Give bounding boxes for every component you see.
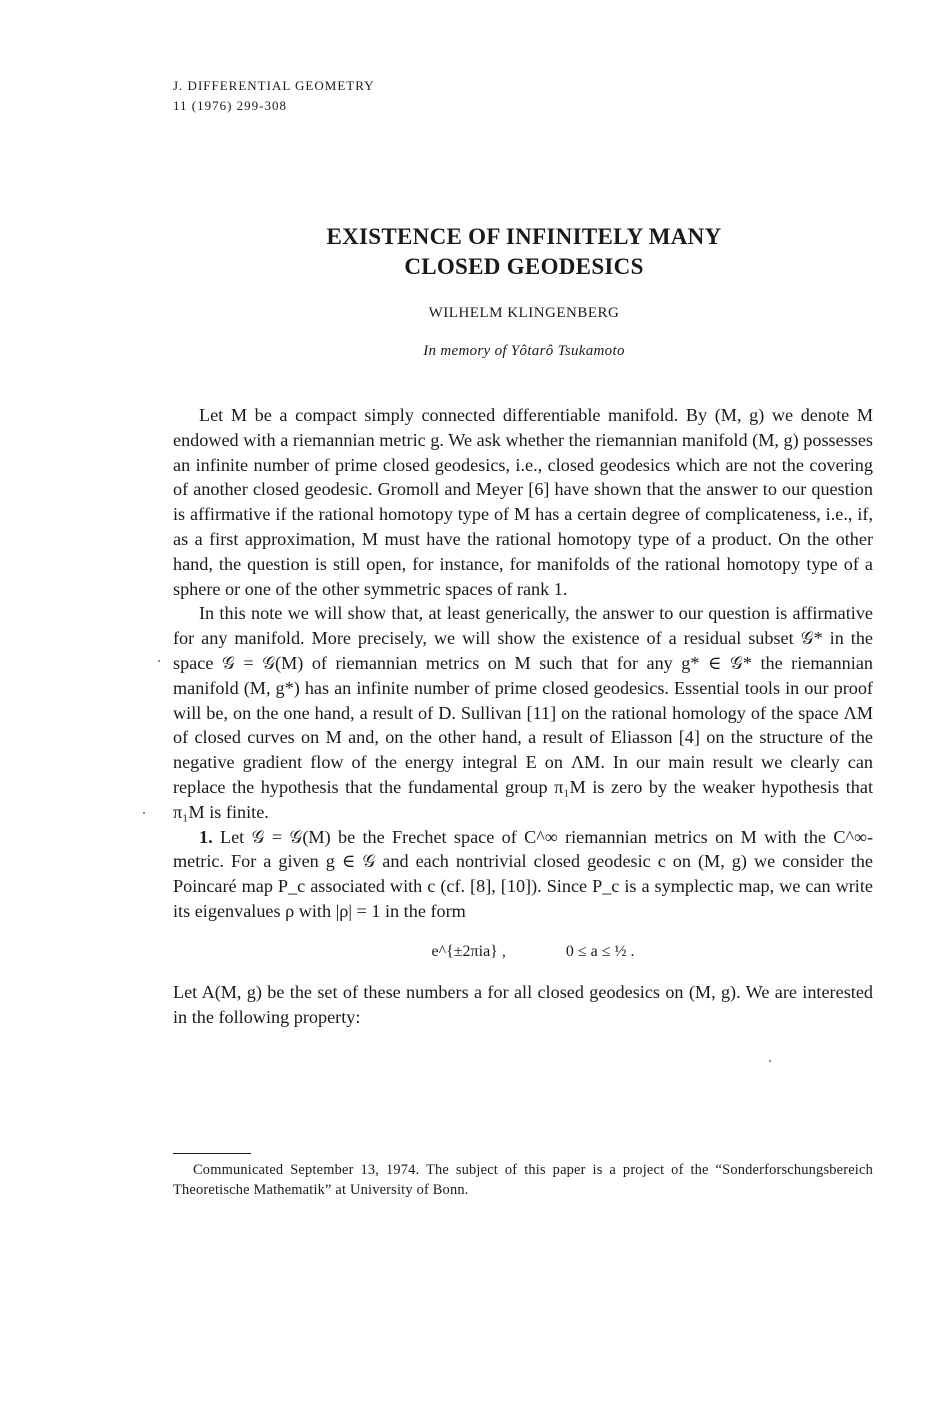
body-text bbox=[173, 403, 873, 1029]
journal-volume: 11 (1976) 299-308 bbox=[173, 98, 288, 113]
section-number: 1. bbox=[199, 826, 213, 847]
equation-left: e^{±2πia} , bbox=[431, 942, 506, 960]
author-block bbox=[0, 305, 944, 322]
paragraph-1: Let M be a compact simply connected differentiable manifold. By (M, g) we denote M endowed with a riemannian metric g. We ask whether the riemannian manifold (M, g) possesses an infinite number of prime closed geodesics, i.e., closed geodesics which are not the covering of another closed geodesic. Gromoll and Meyer [6] have shown that the answer to our question is affirmative if the rational homotopy type of M has a certain degree of complicateness, i.e., if, as a first approximation, M must have the rational homotopy type of a product. On the other hand, the question is still open, for instance, for manifolds of the rational homotopy type of a sphere or one of the other symmetric spaces of rank 1. bbox=[173, 405, 873, 599]
scan-speck bbox=[143, 812, 145, 814]
scan-speck bbox=[158, 660, 160, 662]
journal-name: J. DIFFERENTIAL GEOMETRY bbox=[173, 78, 375, 93]
paper-title bbox=[0, 222, 944, 282]
paragraph-2: In this note we will show that, at least generically, the answer to our question is affirmative for any manifold. More precisely, we will show the existence of a residual subset 𝒢* in the space 𝒢 = 𝒢(M) of riemannian metrics on M such that for any g* ∈ 𝒢* the riemannian manifold (M, g*) has an infinite number of prime closed geodesics. Essential tools in our proof will be, on the one hand, a result of D. Sullivan [11] on the rational homology of the space ΛM of closed curves on M and, on the other hand, a result of Eliasson [4] on the structure of the negative gradient flow of the energy integral E on ΛM. In our main result we clearly can replace the hypothesis that the fundamental group π₁M is zero by the weaker hypothesis that π₁M is finite. bbox=[173, 603, 873, 822]
dedication-block bbox=[0, 343, 944, 360]
title-line-2: CLOSED GEODESICS bbox=[404, 254, 644, 279]
paragraph-3 bbox=[173, 825, 873, 924]
paragraph-4: Let A(M, g) be the set of these numbers a for all closed geodesics on (M, g). We are interested in the following property: bbox=[173, 981, 873, 1027]
paragraph-3-text: Let 𝒢 = 𝒢(M) be the Frechet space of C^∞ riemannian metrics on M with the C^∞-metric. For a given g ∈ 𝒢 and each nontrivial closed geodesic c on (M, g) we consider the Poincaré map P_c associated with c (cf. [8], [10]). Since P_c is a symplectic map, we can write its eigenvalues ρ with |ρ| = 1 in the form bbox=[173, 826, 874, 921]
display-equation bbox=[173, 940, 873, 964]
author-name: WILHELM KLINGENBERG bbox=[428, 305, 620, 321]
title-line-1: EXISTENCE OF INFINITELY MANY bbox=[326, 224, 722, 249]
equation-right: 0 ≤ a ≤ ½ . bbox=[565, 942, 635, 960]
journal-header bbox=[173, 76, 375, 116]
footnote: Communicated September 13, 1974. The subject of this paper is a project of the “Sonderforschungsbereich Theoretische Mathematik” at University of Bonn. bbox=[173, 1162, 873, 1198]
footnote-rule bbox=[173, 1153, 251, 1154]
dedication-text: In memory of Yôtarô Tsukamoto bbox=[423, 343, 625, 359]
scan-speck bbox=[769, 1060, 771, 1062]
